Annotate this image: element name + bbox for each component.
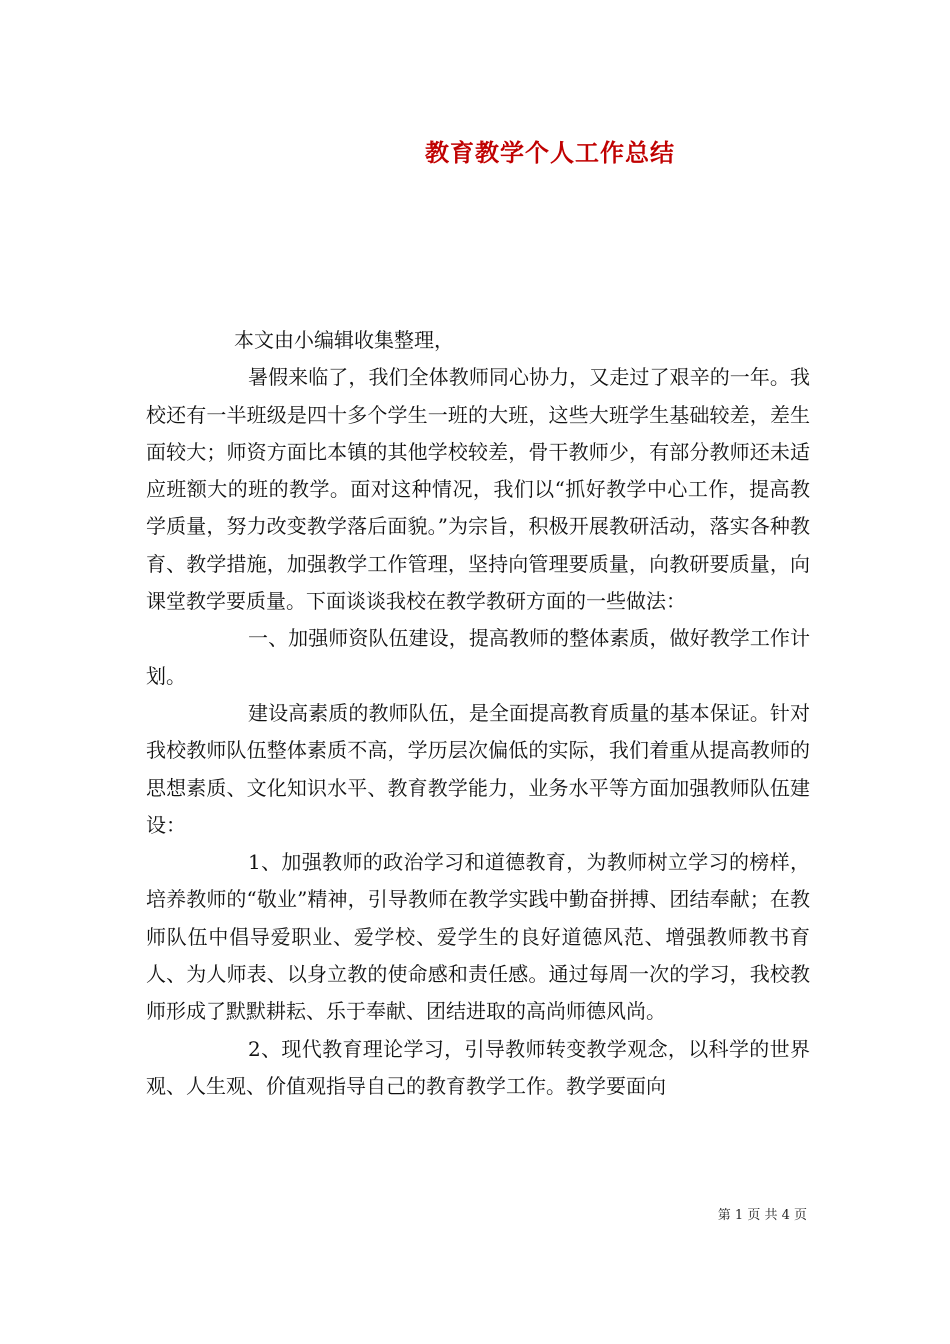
paragraph-summary: 暑假来临了，我们全体教师同心协力，又走过了艰辛的一年。我校还有一半班级是四十多个学生一班的大班，这些大班学生基础较差，差生面较大；师资方面比本镇的其他学校较差，骨干教师少，有部分教师还未适应班额大的班的教学。面对这种情况，我们以“抓好教学中心工作，提高教学质量，努力改变教学落后面貌。”为宗旨，积极开展教研活动，落实各种教育、教学措施，加强教学工作管理，坚持向管理要质量，向教研要质量，向课堂教学要质量。下面谈谈我校在教学教研方面的一些做法： (146, 365, 810, 614)
section-heading-1: 一、加强师资队伍建设，提高教师的整体素质，做好教学工作计划。 (146, 626, 810, 688)
paragraph-team-building: 建设高素质的教师队伍，是全面提高教育质量的基本保证。针对我校教师队伍整体素质不高，学历层次偏低的实际，我们着重从提高教师的思想素质、文化知识水平、教育教学能力，业务水平等方面加强教师队伍建设： (146, 700, 810, 837)
document-body (146, 322, 810, 1105)
document-title: 教育教学个人工作总结 (425, 138, 675, 167)
paragraph-point-1: 1、加强教师的政治学习和道德教育，为教师树立学习的榜样，培养教师的“敬业”精神，引导教师在教学实践中勤奋拼搏、团结奉献；在教师队伍中倡导爱职业、爱学校、爱学生的良好道德风范、增强教师教书育人、为人师表、以身立教的使命感和责任感。通过每周一次的学习，我校教师形成了默默耕耘、乐于奉献、团结进取的高尚师德风尚。 (146, 850, 810, 1024)
paragraph-intro: 本文由小编辑收集整理， (234, 328, 454, 352)
page-number-footer: 第 1 页 共 4 页 (717, 1208, 807, 1223)
paragraph-point-2: 2、现代教育理论学习，引导教师转变教学观念，以科学的世界观、人生观、价值观指导自己的教育教学工作。教学要面向 (146, 1036, 810, 1098)
